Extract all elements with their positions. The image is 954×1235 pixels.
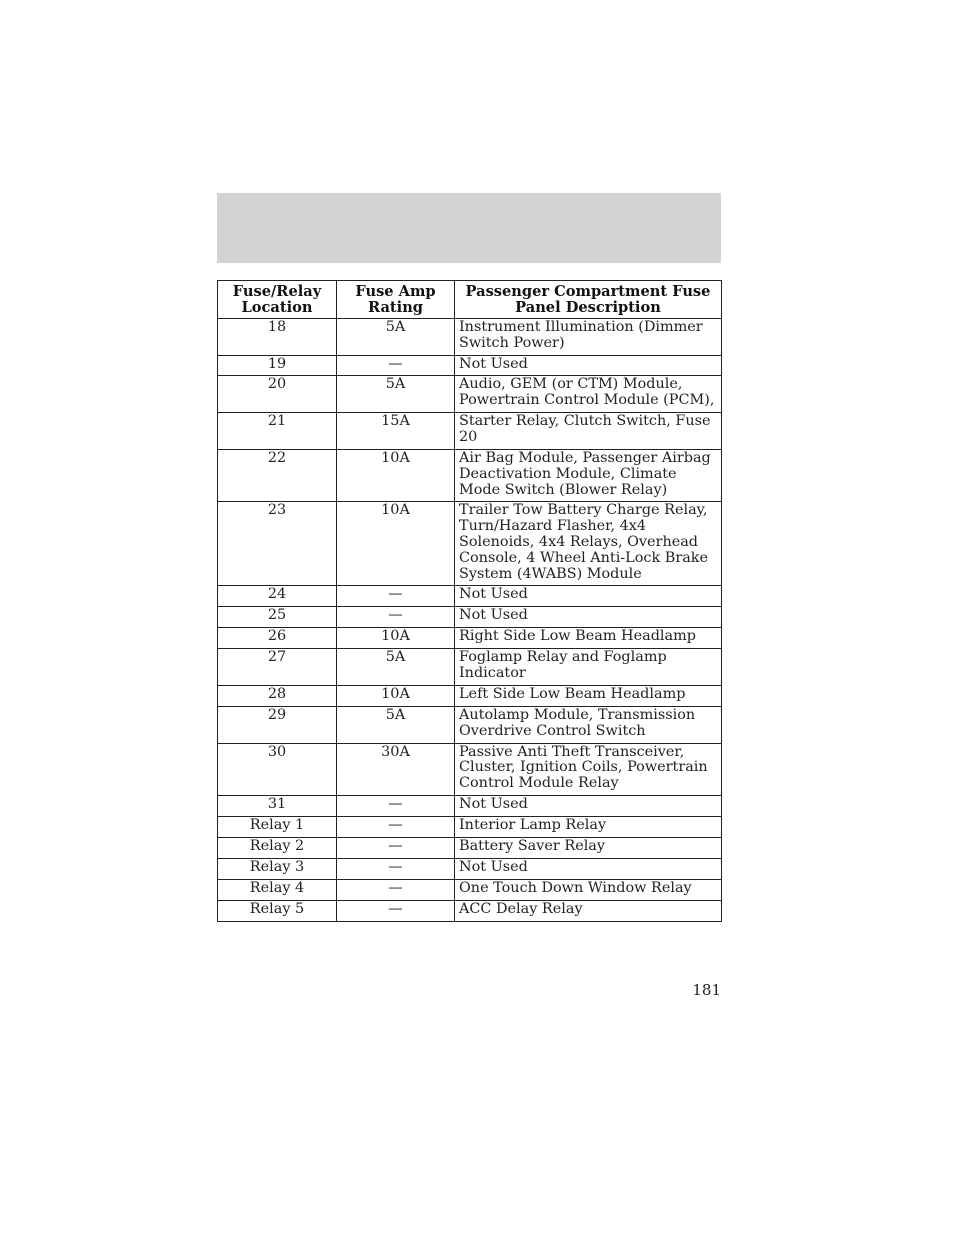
fuse-location-cell-text: 29 (267, 706, 287, 723)
fuse-location-cell-text: 18 (267, 319, 287, 335)
fuse-location-cell (218, 685, 337, 706)
fuse-location-cell (218, 628, 337, 649)
amp-rating-cell-text: — (388, 607, 403, 624)
description-cell-text: Starter Relay, Clutch Switch, Fuse 20 (459, 413, 711, 446)
description-cell-text: Right Side Low Beam Headlamp (459, 628, 696, 645)
table-row (218, 607, 722, 628)
fuse-location-cell (218, 607, 337, 628)
table-row (218, 685, 722, 706)
description-cell (455, 319, 722, 356)
fuse-location-cell-text: 25 (267, 607, 287, 624)
description-cell-text: Left Side Low Beam Headlamp (459, 685, 686, 702)
fuse-location-cell-text: 19 (267, 355, 287, 372)
description-cell-text: Not Used (459, 355, 528, 372)
description-cell (455, 413, 722, 450)
description-cell-text: Audio, GEM (or CTM) Module, Powertrain Control Module (PCM), (459, 376, 715, 409)
table-row (218, 449, 722, 501)
amp-rating-cell-text: 10A (381, 628, 410, 645)
page-number: 181 (692, 981, 721, 999)
table-row (218, 586, 722, 607)
header-location: Fuse/Relay Location (218, 281, 337, 319)
amp-rating-cell (337, 706, 455, 743)
description-cell (455, 743, 722, 795)
fuse-location-cell (218, 376, 337, 413)
amp-rating-cell-text: 5A (385, 376, 406, 393)
fuse-location-cell-text: Relay 5 (249, 900, 305, 917)
amp-rating-cell (337, 586, 455, 607)
description-cell-text: ACC Delay Relay (459, 900, 583, 917)
amp-rating-cell-text: 30A (381, 743, 410, 760)
amp-rating-cell (337, 355, 455, 376)
description-cell-text: Not Used (459, 795, 528, 812)
table-row (218, 355, 722, 376)
fuse-location-cell-text: Relay 2 (249, 837, 305, 854)
amp-rating-cell-text: 10A (381, 502, 410, 519)
fuse-location-cell (218, 900, 337, 921)
description-cell (455, 879, 722, 900)
fuse-location-cell-text: 23 (267, 502, 287, 519)
amp-rating-cell (337, 795, 455, 816)
fuse-location-cell (218, 795, 337, 816)
fuse-location-cell-text: Relay 3 (249, 858, 305, 875)
amp-rating-cell-text: 5A (385, 319, 406, 335)
description-cell-text: Interior Lamp Relay (459, 816, 607, 833)
description-cell-text: One Touch Down Window Relay (459, 879, 692, 896)
fuse-location-cell (218, 879, 337, 900)
amp-rating-cell (337, 858, 455, 879)
table-row (218, 706, 722, 743)
fuse-location-cell-text: 27 (267, 648, 287, 665)
description-cell (455, 837, 722, 858)
amp-rating-cell (337, 816, 455, 837)
description-cell (455, 795, 722, 816)
description-cell-text: Passive Anti Theft Transceiver, Cluster, Ignition Coils, Powertrain Control Module Relay (459, 743, 708, 792)
fuse-panel-table (217, 280, 722, 922)
fuse-location-cell (218, 502, 337, 586)
table-row (218, 502, 722, 586)
description-cell-text: Battery Saver Relay (459, 837, 606, 854)
fuse-location-cell (218, 837, 337, 858)
amp-rating-cell-text: — (388, 900, 403, 917)
table-row (218, 900, 722, 921)
description-cell (455, 502, 722, 586)
description-cell (455, 900, 722, 921)
fuse-location-cell (218, 449, 337, 501)
amp-rating-cell-text: 5A (385, 706, 406, 723)
description-cell-text: Air Bag Module, Passenger Airbag Deactivation Module, Climate Mode Switch (Blower Relay) (459, 449, 711, 498)
fuse-location-cell (218, 319, 337, 356)
amp-rating-cell-text: 15A (381, 413, 410, 430)
amp-rating-cell-text: — (388, 816, 403, 833)
description-cell (455, 586, 722, 607)
table-row (218, 837, 722, 858)
description-cell (455, 628, 722, 649)
table-row (218, 628, 722, 649)
description-cell-text: Trailer Tow Battery Charge Relay, Turn/Hazard Flasher, 4x4 Solenoids, 4x4 Relays, Overhead Console, 4 Wheel Anti-Lock Brake System (4WABS) Module (459, 502, 709, 582)
amp-rating-cell (337, 628, 455, 649)
amp-rating-cell-text: — (388, 879, 403, 896)
fuse-location-cell-text: 26 (267, 628, 287, 645)
amp-rating-cell (337, 743, 455, 795)
description-cell (455, 685, 722, 706)
description-cell (455, 376, 722, 413)
description-cell-text: Instrument Illumination (Dimmer Switch Power) (459, 319, 703, 351)
table-row (218, 816, 722, 837)
amp-rating-cell-text: — (388, 355, 403, 372)
table-row (218, 376, 722, 413)
amp-rating-cell (337, 607, 455, 628)
amp-rating-cell-text: 10A (381, 449, 410, 466)
description-cell (455, 858, 722, 879)
fuse-location-cell-text: 22 (267, 449, 287, 466)
fuse-location-cell (218, 648, 337, 685)
fuse-location-cell (218, 706, 337, 743)
fuse-location-cell-text: Relay 1 (249, 816, 305, 833)
amp-rating-cell-text: 10A (381, 685, 410, 702)
table-row (218, 648, 722, 685)
amp-rating-cell-text: — (388, 858, 403, 875)
fuse-location-cell (218, 413, 337, 450)
table-row (218, 858, 722, 879)
amp-rating-cell (337, 449, 455, 501)
header-amp-rating: Fuse Amp Rating (337, 281, 455, 319)
amp-rating-cell (337, 900, 455, 921)
description-cell (455, 355, 722, 376)
table-row (218, 319, 722, 356)
amp-rating-cell-text: — (388, 837, 403, 854)
amp-rating-cell (337, 319, 455, 356)
fuse-location-cell-text: 20 (267, 376, 287, 393)
description-cell (455, 648, 722, 685)
amp-rating-cell (337, 413, 455, 450)
table-row (218, 413, 722, 450)
amp-rating-cell (337, 837, 455, 858)
fuse-location-cell (218, 586, 337, 607)
fuse-location-cell-text: 28 (267, 685, 287, 702)
amp-rating-cell-text: — (388, 795, 403, 812)
description-cell-text: Foglamp Relay and Foglamp Indicator (459, 648, 667, 681)
table-row (218, 743, 722, 795)
amp-rating-cell (337, 879, 455, 900)
fuse-location-cell (218, 355, 337, 376)
description-cell (455, 706, 722, 743)
amp-rating-cell (337, 376, 455, 413)
fuse-location-cell (218, 858, 337, 879)
fuse-location-cell-text: 30 (267, 743, 287, 760)
amp-rating-cell (337, 685, 455, 706)
amp-rating-cell-text: 5A (385, 648, 406, 665)
fuse-location-cell-text: Relay 4 (249, 879, 305, 896)
amp-rating-cell (337, 648, 455, 685)
description-cell-text: Not Used (459, 607, 528, 624)
fuse-location-cell-text: 24 (267, 586, 287, 603)
amp-rating-cell (337, 502, 455, 586)
header-description: Passenger Compartment Fuse Panel Description (455, 281, 722, 319)
amp-rating-cell-text: — (388, 586, 403, 603)
description-cell (455, 607, 722, 628)
fuse-location-cell-text: 21 (267, 413, 287, 430)
section-header-band (217, 193, 721, 263)
fuse-location-cell (218, 816, 337, 837)
table-header-row (218, 281, 722, 319)
description-cell-text: Autolamp Module, Transmission Overdrive Control Switch (459, 706, 696, 739)
description-cell (455, 449, 722, 501)
table-row (218, 879, 722, 900)
description-cell-text: Not Used (459, 858, 528, 875)
table-row (218, 795, 722, 816)
description-cell-text: Not Used (459, 586, 528, 603)
fuse-location-cell (218, 743, 337, 795)
description-cell (455, 816, 722, 837)
fuse-location-cell-text: 31 (267, 795, 287, 812)
